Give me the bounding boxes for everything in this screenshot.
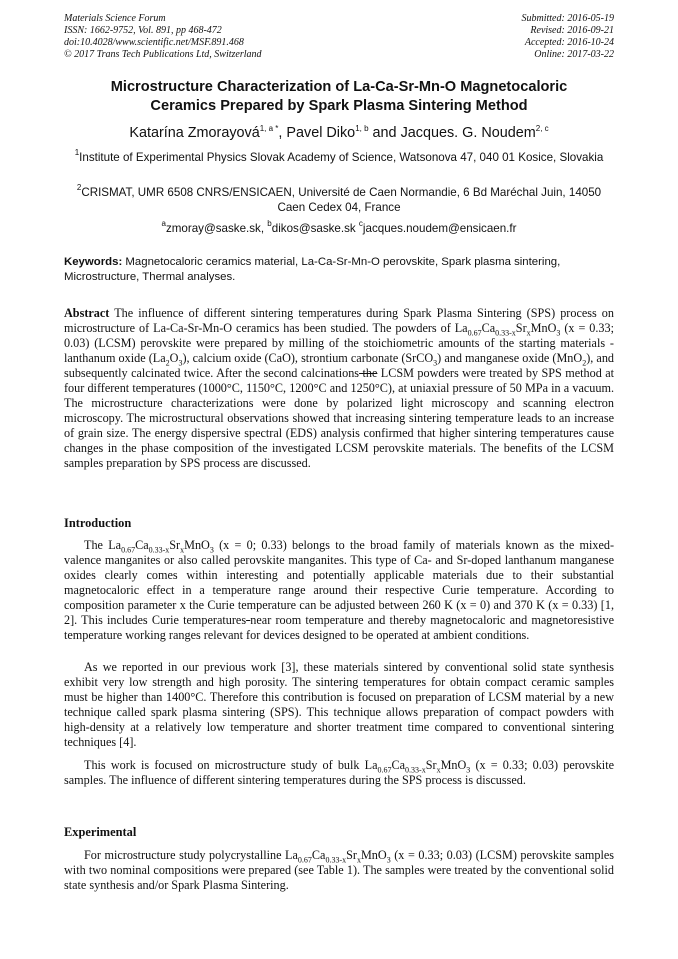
paragraph-text: near room temperature and thereby magnetocaloric and magnetoresistive temperature working ranges relevant for devices designed to be operated at ambient conditions.: [64, 613, 614, 642]
formula-sub: 3: [386, 855, 391, 865]
affiliation-1: [66, 150, 612, 165]
formula-part: Sr: [169, 538, 181, 552]
formula-part: MnO: [184, 538, 210, 552]
title-line-2: Ceramics Prepared by Spark Plasma Sintering Method: [150, 98, 528, 114]
formula-part: Ca: [481, 321, 496, 335]
affiliation-1-text: Institute of Experimental Physics Slovak Academy of Science, Watsonova 47, 040 01 Kosice, Slovakia: [79, 151, 604, 164]
formula-part: MnO: [530, 321, 557, 335]
paragraph-text: (x = 0.33; 0.03) (LCSM) perovskite samples with two nominal compositions were prepared (see Table 1). The samples were treated by the conventional solid state synthesis and/or Spark Plasma Sintering.: [64, 848, 615, 892]
affiliation-2: [66, 185, 612, 215]
formula-sub: 3: [178, 358, 183, 368]
formula-sub: 3: [209, 545, 214, 555]
formula-sub: 2: [165, 358, 170, 368]
abstract-text: LCSM powders were treated by SPS method at four different temperatures (1000°C, 1150°C, 1200°C and 1250°C), at uniaxial pressure of 50 MPa in a vacuum. The microstructure characterizations were done by polarized light microscopy and scanning electron microscopy. The microstructural observations showed that increasing sintering temperature leads to an increase of grain size. The energy dispersive spectral (EDS) analysis confirmed that higher sintering temperatures cause changes in the phase composition of the investigated LCSM perovskite materials. The benefits of the LCSM samples preparation by SPS process are discussed.: [64, 366, 615, 470]
formula-sub: 0.33-x: [148, 545, 170, 555]
abstract: [64, 306, 614, 471]
author-1: Katarína Zmorayová: [129, 125, 260, 141]
formula-part: Ca: [135, 538, 149, 552]
abstract-text: ) and manganese oxide (MnO: [437, 351, 583, 365]
affiliation-1-mark: 1: [74, 148, 80, 157]
keywords-label: Keywords:: [64, 256, 123, 268]
formula-sub: x: [356, 855, 361, 865]
journal-doi: doi:10.4028/www.scientific.net/MSF.891.468: [64, 37, 244, 48]
email-a[interactable]: zmoray@saske.sk,: [165, 222, 265, 235]
email-c-mark: c: [358, 219, 363, 228]
intro-paragraph-3: [64, 758, 614, 788]
struck-text: the: [359, 366, 378, 380]
experimental-paragraph-1: [64, 848, 614, 893]
formula-sub: 3: [466, 765, 471, 775]
email-a-mark: a: [161, 219, 166, 228]
title-line-1: Microstructure Characterization of La-Ca-Sr-Mn-O Magnetocaloric: [110, 79, 568, 95]
author-1-mark: 1, a *: [259, 124, 279, 133]
formula-part: MnO: [360, 848, 387, 862]
abstract-text: ), and subsequently calcinated twice. After the second calcinations: [64, 351, 615, 380]
formula-sub: 0.33-x: [405, 765, 426, 775]
date-online: Online: 2017-03-22: [534, 49, 614, 60]
abstract-label: Abstract: [64, 306, 110, 320]
formula-sub: x: [526, 328, 531, 338]
journal-issn: ISSN: 1662-9752, Vol. 891, pp 468-472: [64, 25, 222, 36]
email-c[interactable]: jacques.noudem@ensicaen.fr: [362, 222, 517, 235]
formula-part: O: [169, 351, 179, 365]
intro-paragraph-2: As we reported in our previous work [3], these materials sintered by conventional solid state synthesis exhibit very low strength and high porosity. The sintering temperatures for obtain compact ceramic samples must be higher than 1400°C. Therefore this contribution is focused on preparation of LCSM material by a new technique called spark plasma sintering (SPS). This technique allows preparation of compact powders with high-density at a relatively low temperature and shorter treatment time compared to conventional sintering techniques [4].: [64, 660, 614, 749]
formula-part: Ca: [391, 758, 406, 772]
keywords-text: Magnetocaloric ceramics material, La-Ca-Sr-Mn-O perovskite, Spark plasma sintering, Microstructure, Thermal analyses.: [64, 256, 561, 283]
author-3-mark: 2, c: [535, 124, 549, 133]
section-title-experimental: Experimental: [64, 825, 137, 839]
author-3: Jacques. G. Noudem: [400, 125, 536, 141]
paragraph-text: For microstructure study polycrystalline La: [84, 848, 298, 862]
formula-part: Sr: [515, 321, 527, 335]
formula-part: MnO: [440, 758, 467, 772]
keywords: [64, 255, 614, 285]
formula-sub: x: [436, 765, 441, 775]
paragraph-text: The La: [84, 538, 122, 552]
email-b-mark: b: [267, 219, 272, 228]
journal-info: [64, 13, 262, 61]
paragraph-text: (x = 0; 0.33) belongs to the broad family of materials known as the mixed-valence manganites or also called perovskite manganites. This type of Ca- and Sr-doped lanthanum manganese oxides clearly comes within interesting and potentially applicable materials due to their substantial magnetocaloric effect in a temperature range around their respective Curie temperature. According to composition parameter x the Curie temperature can be adjusted between 260 K (x = 0) and 370 K (x = 0.33) [1, 2]. This includes Curie temperatures: [64, 538, 615, 627]
date-submitted: Submitted: 2016-05-19: [521, 13, 614, 24]
author-and: and: [372, 125, 397, 141]
author-list: Katarína Zmorayová$^{1, a *}$, Pavel Diko$^{1, b}$ and Jacques. G. Noudem$^{2, c}$: [129, 124, 549, 141]
formula-part: Sr: [346, 848, 357, 862]
formula-part: Ca: [311, 848, 326, 862]
formula-sub: 0.67: [121, 545, 136, 555]
formula-sub: 3: [433, 358, 438, 368]
paragraph-text: This work is focused on microstructure study of bulk La: [84, 758, 378, 772]
publication-dates: [522, 13, 615, 61]
paragraph-text: (x = 0.33; 0.03) perovskite samples. The influence of different sintering temperatures during the SPS process is discussed.: [64, 758, 614, 787]
affiliation-2-mark: 2: [76, 183, 82, 192]
affiliation-2-text: CRISMAT, UMR 6508 CNRS/ENSICAEN, Université de Caen Normandie, 6 Bd Maréchal Juin, 14050 Caen Cedex 04, France: [81, 186, 602, 214]
formula-sub: 0.67: [297, 855, 312, 865]
abstract-text: ), calcium oxide (CaO), strontium carbonate (SrCO: [182, 351, 434, 365]
journal-copyright: © 2017 Trans Tech Publications Ltd, Switzerland: [64, 49, 262, 60]
email-b[interactable]: dikos@saske.sk: [271, 222, 356, 235]
formula-sub: 0.33-x: [495, 328, 516, 338]
journal-name: Materials Science Forum: [64, 13, 166, 24]
date-revised: Revised: 2016-09-21: [530, 25, 614, 36]
abstract-text: The influence of different sintering temperatures during Spark Plasma Sintering (SPS) process on microstructure of La-Ca-Sr-Mn-O ceramics has been studied. The powders of La: [64, 306, 614, 335]
author-emails: [60, 221, 618, 236]
paper-title: [60, 78, 618, 116]
author-2-mark: 1, b: [355, 124, 369, 133]
section-title-introduction: Introduction: [64, 516, 132, 530]
formula-sub: 0.67: [467, 328, 482, 338]
formula-sub: 3: [556, 328, 561, 338]
date-accepted: Accepted: 2016-10-24: [524, 37, 614, 48]
formula-part: Sr: [425, 758, 437, 772]
formula-sub: x: [180, 545, 185, 555]
formula-sub: 2: [582, 358, 587, 368]
formula-sub: 0.67: [377, 765, 392, 775]
abstract-text: (x = 0.33; 0.03) (LCSM) perovskite were prepared by milling of the stoichiometric amounts of the starting materials - lanthanum oxide (La: [64, 321, 614, 365]
intro-paragraph-1: [64, 538, 614, 643]
author-2: Pavel Diko: [286, 125, 356, 141]
formula-sub: 0.33-x: [325, 855, 347, 865]
